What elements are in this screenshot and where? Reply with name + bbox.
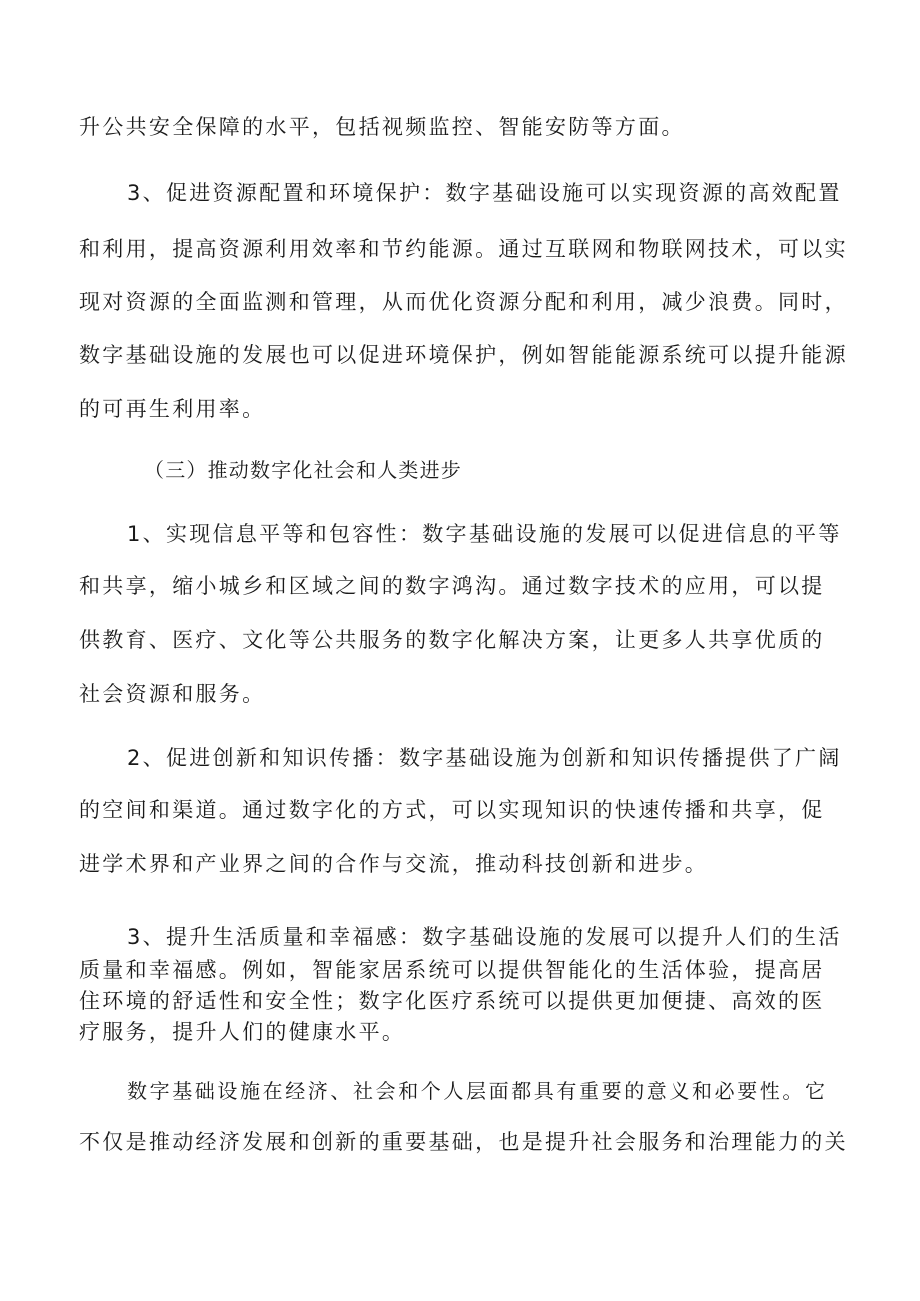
text-line: 社会资源和服务。 bbox=[79, 682, 266, 706]
text-line: 疗服务，提升人们的健康水平。 bbox=[79, 1020, 406, 1044]
paragraph-first-line: 2、促进创新和知识传播：数字基础设施为创新和知识传播提供了广阔 bbox=[127, 746, 842, 770]
text-line: 不仅是推动经济发展和创新的重要基础，也是提升社会服务和治理能力的关 bbox=[79, 1130, 848, 1154]
paragraph-first-line: 1、实现信息平等和包容性：数字基础设施的发展可以促进信息的平等 bbox=[127, 522, 842, 546]
text-line: 住环境的舒适性和安全性；数字化医疗系统可以提供更加便捷、高效的医 bbox=[79, 989, 825, 1013]
paragraph-first-line: 3、提升生活质量和幸福感：数字基础设施的发展可以提升人们的生活 bbox=[127, 925, 842, 949]
paragraph-first-line: 3、促进资源配置和环境保护：数字基础设施可以实现资源的高效配置 bbox=[127, 181, 842, 205]
text-line: 的可再生利用率。 bbox=[79, 397, 266, 421]
text-line: 和利用，提高资源利用效率和节约能源。通过互联网和物联网技术，可以实 bbox=[79, 237, 848, 261]
paragraph-first-line: 数字基础设施在经济、社会和个人层面都具有重要的意义和必要性。它 bbox=[127, 1079, 828, 1103]
text-line: 和共享，缩小城乡和区域之间的数字鸿沟。通过数字技术的应用，可以提 bbox=[79, 574, 825, 598]
text-line: 数字基础设施的发展也可以促进环境保护，例如智能能源系统可以提升能源 bbox=[79, 343, 848, 367]
text-line: 的空间和渠道。通过数字化的方式，可以实现知识的快速传播和共享，促 bbox=[79, 798, 825, 822]
text-line: 质量和幸福感。例如，智能家居系统可以提供智能化的生活体验，提高居 bbox=[79, 958, 825, 982]
text-line: 现对资源的全面监测和管理，从而优化资源分配和利用，减少浪费。同时， bbox=[79, 290, 848, 314]
text-line: 进学术界和产业界之间的合作与交流，推动科技创新和进步。 bbox=[79, 852, 709, 876]
section-heading: （三）推动数字化社会和人类进步 bbox=[144, 458, 462, 482]
text-line: 供教育、医疗、文化等公共服务的数字化解决方案，让更多人共享优质的 bbox=[79, 628, 825, 652]
text-line: 升公共安全保障的水平，包括视频监控、智能安防等方面。 bbox=[79, 115, 685, 139]
